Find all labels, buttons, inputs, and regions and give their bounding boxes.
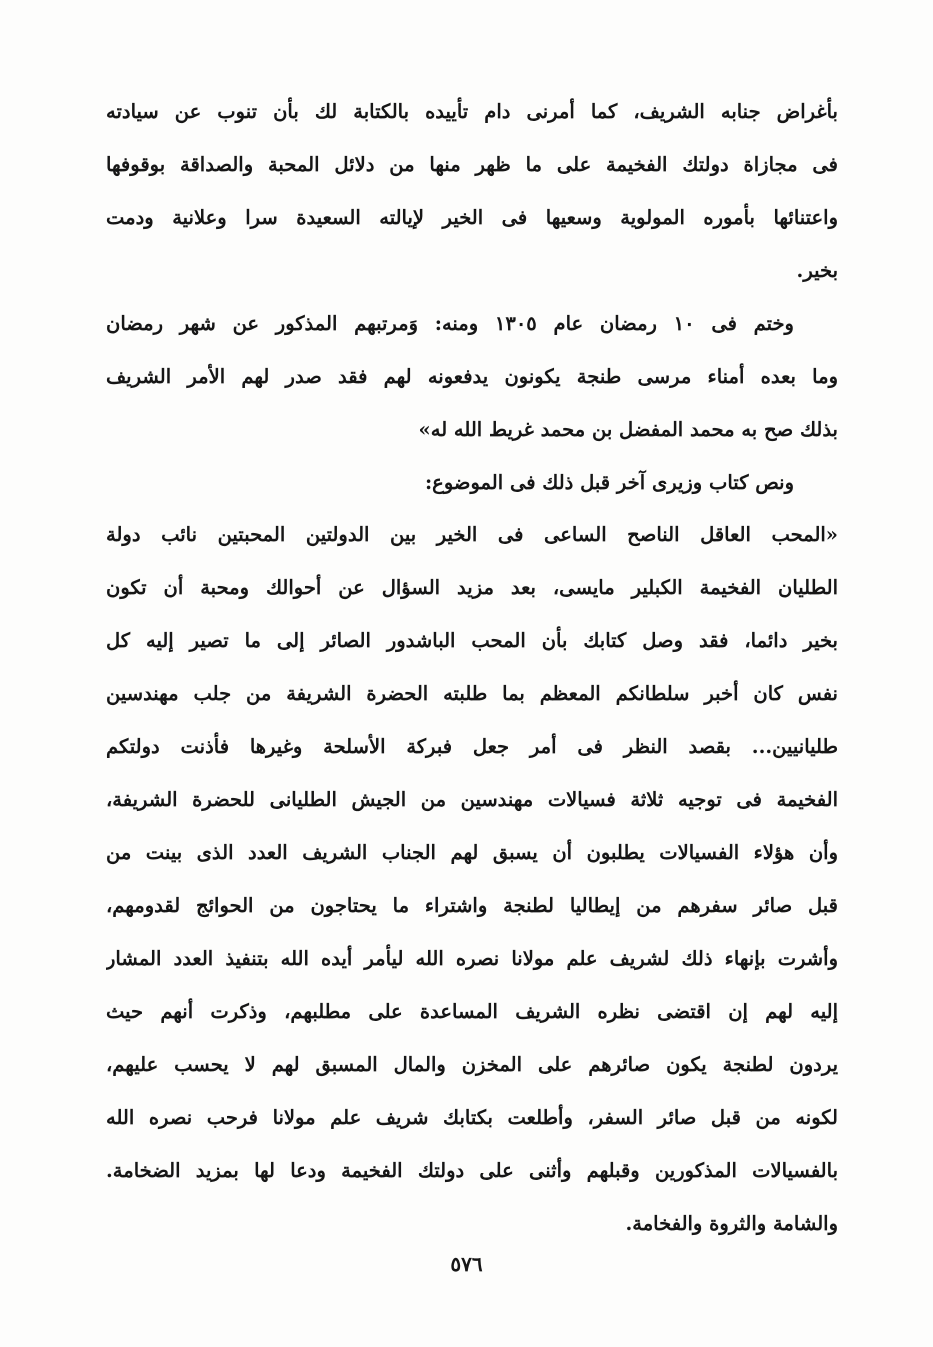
text-line: طليانيين... بقصد النظر فى أمر جعل فبركة الأسلحة وغيرها فأذنت دولتكم [106, 735, 838, 758]
text-line: الطليان الفخيمة الكبلير مايسى، بعد مزيد السؤال عن أحوالك ومحبة أن تكون [106, 576, 838, 599]
text-line: بالفسيالات المذكورين وقبلهم وأثنى على دولتك الفخيمة ودعا لها بمزيد الضخامة. [106, 1159, 838, 1182]
text-line: وختم فى ١٠ رمضان عام ١٣٠٥ ومنه: وَمرتبهم المذكور عن شهر رمضان [106, 312, 794, 335]
text-line: وما بعده أمناء مرسى طنجة يكونون يدفعونه لهم فقد صدر لهم الأمر الشريف [106, 365, 838, 388]
text-line: لكونه من قبل صائر السفر، وأطلعت بكتابك شريف علم مولانا فرحب نصره الله [106, 1106, 838, 1129]
text-line: واعتنائها بأموره المولوية وسعيها فى الخير لإيالته السعيدة سرا وعلانية ودمت [106, 206, 838, 229]
text-line: بأغراض جنابه الشريف، كما أمرنى دام تأييده بالكتابة لك بأن تنوب عن سيادته [106, 100, 838, 123]
text-line: نفس كان أخبر سلطانكم المعظم بما طلبته الحضرة الشريفة من جلب مهندسين [106, 682, 838, 705]
text-line: بخير دائما، فقد وصل كتابك بأن المحب الباشدور الصائر إلى ما تصير إليه كل [106, 629, 838, 652]
paragraph-letter-quote [106, 508, 838, 1250]
text-line: والشامة والثروة والفخامة. [625, 1212, 838, 1235]
text-line: ونص كتاب وزيرى آخر قبل ذلك فى الموضوع: [424, 471, 794, 494]
text-line: وأن هؤلاء الفسيالات يطلبون أن يسبق لهم الجناب الشريف العدد الذى بينت من [106, 841, 838, 864]
text-line: يردون لطنجة يكون صائرهم على المخزن والمال المسبق لهم لا يحسب عليهم، [106, 1053, 838, 1076]
paragraph-intro [106, 456, 838, 509]
text-line: قبل صائر سفرهم من إيطاليا لطنجة واشتراء ما يحتاجون من الحوائج لقدومهم، [106, 894, 838, 917]
text-line: وأشرت بإنهاء ذلك لشريف علم مولانا نصره الله ليأمر أيده الله بتنفيذ العدد المشار [106, 947, 838, 970]
text-line: «المحب العاقل الناصح الساعى فى الخير بين الدولتين المحبتين نائب دولة [106, 523, 838, 546]
paragraph-letter-closing [106, 85, 838, 297]
text-line: بخير. [796, 259, 838, 282]
page-number: ٥٧٦ [450, 1252, 483, 1276]
text-line: الفخيمة فى توجيه ثلاثة فسيالات مهندسين من الجيش الطليانى للحضرة الشريفة، [106, 788, 838, 811]
text-line: بذلك صح به محمد المفضل بن محمد غريط الله له» [418, 418, 838, 441]
text-line: فى مجازاة دولتك الفخيمة على ما ظهر منها من دلائل المحبة والصداقة بوقوفها [106, 153, 838, 176]
paragraph-seal-date [106, 297, 838, 456]
text-line: إليه لهم إن اقتضى نظره الشريف المساعدة على مطلبهم، وذكرت أنهم حيث [106, 1000, 838, 1023]
